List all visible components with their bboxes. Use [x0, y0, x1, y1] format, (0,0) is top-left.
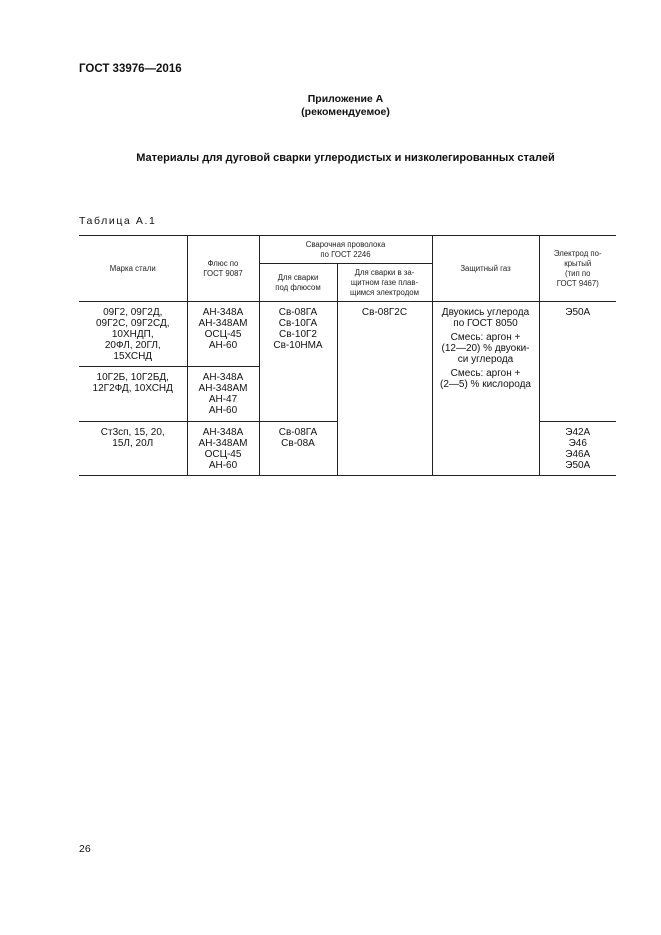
cell-flux-2 [187, 367, 259, 422]
cell-line: Э46А [565, 449, 591, 460]
cell-line: АН-60 [208, 405, 238, 416]
cell-line: АН-348А [202, 307, 244, 318]
cell-line: Электрод по- [553, 248, 602, 258]
section-title: Материалы для дуговой сварки углеродистых и низколегированных сталей [136, 152, 555, 164]
cell-line: Св-08А [281, 438, 315, 449]
cell-line: Св-10НМА [273, 340, 323, 351]
cell-line: крытый [564, 258, 592, 268]
cell-line: Св-08ГА [278, 307, 318, 318]
cell-line: 12Г2ФД, 10ХСНД [92, 383, 173, 394]
cell-line: АН-348АМ [198, 438, 248, 449]
cell-electrode-1 [539, 302, 616, 422]
cell-steel-grade-3 [79, 422, 187, 476]
cell-line: АН-348АМ [198, 318, 248, 329]
appendix-subtitle: (рекомендуемое) [301, 106, 390, 118]
header-shielding-gas: Защитный газ [432, 236, 539, 302]
header-wire-submerged-arc [259, 264, 337, 302]
document-standard-header: ГОСТ 33976—2016 [79, 63, 182, 75]
header-steel-grade: Марка стали [79, 236, 187, 302]
table-row [79, 302, 616, 367]
cell-line: по ГОСТ 2246 [320, 249, 371, 259]
cell-line: Св-10ГА [278, 318, 318, 329]
cell-line: (тип по [565, 268, 591, 278]
cell-line: Э42А [565, 427, 591, 438]
cell-line: си углерода [457, 354, 514, 365]
cell-line: ОСЦ-45 [204, 329, 242, 340]
cell-line: по ГОСТ 8050 [453, 318, 518, 329]
header-coated-electrode [539, 236, 616, 302]
cell-shielding-gas [432, 302, 539, 476]
header-welding-wire [259, 236, 432, 264]
cell-line: ГОСТ 9467) [556, 278, 599, 288]
cell-line: Э46 [568, 438, 587, 449]
cell-line: Э50А [565, 460, 591, 471]
cell-line: Ст3сп, 15, 20, [100, 427, 165, 438]
cell-line: 20ФЛ, 20ГЛ, [104, 340, 161, 351]
cell-wire-submerged-2 [259, 422, 337, 476]
cell-line: Смесь: аргон + [450, 368, 521, 379]
cell-line: Св-08ГА [278, 427, 318, 438]
cell-line: Э50А [565, 307, 591, 318]
cell-line: ОСЦ-45 [204, 449, 242, 460]
cell-line: Св-10Г2 [279, 329, 317, 340]
cell-line: щимся электродом [350, 287, 419, 297]
page-number: 26 [79, 843, 91, 855]
cell-flux-1 [187, 302, 259, 367]
cell-line: Для сварки в за- [354, 267, 415, 277]
appendix-title: Приложение А [307, 93, 384, 105]
cell-wire-gas-shielded: Св-08Г2С [337, 302, 432, 476]
cell-line: (2—5) % кислорода [439, 379, 531, 390]
header-flux [187, 236, 259, 302]
cell-line: Сварочная проволока [305, 239, 386, 249]
cell-flux-3 [187, 422, 259, 476]
cell-line: АН-47 [208, 394, 238, 405]
cell-line: АН-60 [208, 340, 238, 351]
cell-line: Флюс по [207, 258, 239, 268]
cell-line: 10ХНДП, [111, 329, 154, 340]
cell-line: АН-60 [208, 460, 238, 471]
appendix-heading [0, 93, 661, 119]
cell-wire-submerged-1 [259, 302, 337, 422]
cell-line: Смесь: аргон + [450, 332, 521, 343]
cell-line: ГОСТ 9087 [203, 268, 243, 278]
materials-table [79, 235, 616, 476]
cell-line: Для сварки [277, 272, 319, 282]
gas-option-argon-co2 [435, 332, 537, 365]
cell-line: АН-348АМ [198, 383, 248, 394]
cell-line: АН-348А [202, 372, 244, 383]
cell-line: под флюсом [275, 282, 321, 292]
cell-line: (12—20) % двуоки- [441, 343, 530, 354]
cell-line: 15Л, 20Л [112, 438, 154, 449]
cell-line: щитном газе плав- [350, 277, 419, 287]
cell-line: Двуокись углерода [441, 307, 530, 318]
cell-electrode-2 [539, 422, 616, 476]
cell-line: 10Г2Б, 10Г2БД, [96, 372, 169, 383]
cell-steel-grade-1 [79, 302, 187, 367]
table-caption: Таблица А.1 [79, 215, 157, 227]
cell-steel-grade-2 [79, 367, 187, 422]
cell-line: 15ХСНД [113, 351, 153, 362]
header-wire-gas-shielded [337, 264, 432, 302]
gas-option-co2 [435, 307, 537, 329]
gas-option-argon-o2 [435, 368, 537, 390]
cell-line: 09Г2, 09Г2Д, [103, 307, 163, 318]
cell-line: АН-348А [202, 427, 244, 438]
cell-line: 09Г2С, 09Г2СД, [95, 318, 170, 329]
